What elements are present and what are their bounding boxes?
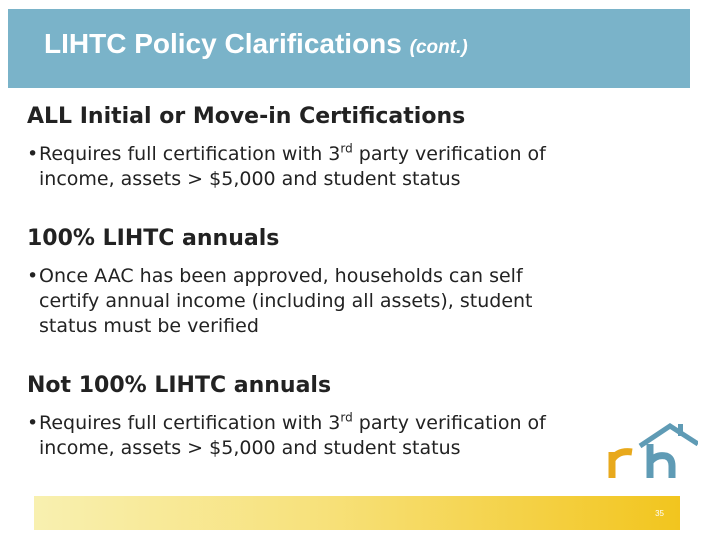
bullet-text: Requires full certification with 3 xyxy=(39,412,341,434)
bullet-text: income, assets > $5,000 and student status xyxy=(39,437,461,459)
title-text: LIHTC Policy Clarifications xyxy=(44,28,402,59)
superscript: rd xyxy=(340,410,353,425)
bullet-text: certify annual income (including all assets), student xyxy=(39,290,533,312)
section-heading-not-100-annuals: Not 100% LIHTC annuals xyxy=(27,373,332,398)
bullet-initial xyxy=(27,142,677,192)
footer-bar xyxy=(34,496,680,530)
bullet-dot: • xyxy=(27,143,39,165)
bullet-text: status must be verified xyxy=(39,315,259,337)
section-heading-initial: ALL Initial or Move-in Certifications xyxy=(27,104,466,129)
bullet-dot: • xyxy=(27,412,39,434)
bullet-text: Requires full certification with 3 xyxy=(39,143,341,165)
rh-logo-icon xyxy=(598,418,698,482)
superscript: rd xyxy=(340,141,353,156)
bullet-100-annuals xyxy=(27,264,677,339)
title-suffix: (cont.) xyxy=(409,37,468,58)
slide-title xyxy=(44,28,468,60)
section-heading-100-annuals: 100% LIHTC annuals xyxy=(27,226,280,251)
bullet-text: party verification of xyxy=(352,412,546,434)
bullet-dot: • xyxy=(27,265,39,287)
page-number: 35 xyxy=(655,509,664,518)
bullet-text: party verification of xyxy=(352,143,546,165)
bullet-text: Once AAC has been approved, households can self xyxy=(39,265,523,287)
bullet-text: income, assets > $5,000 and student status xyxy=(39,168,461,190)
bullet-not-100-annuals xyxy=(27,411,677,461)
